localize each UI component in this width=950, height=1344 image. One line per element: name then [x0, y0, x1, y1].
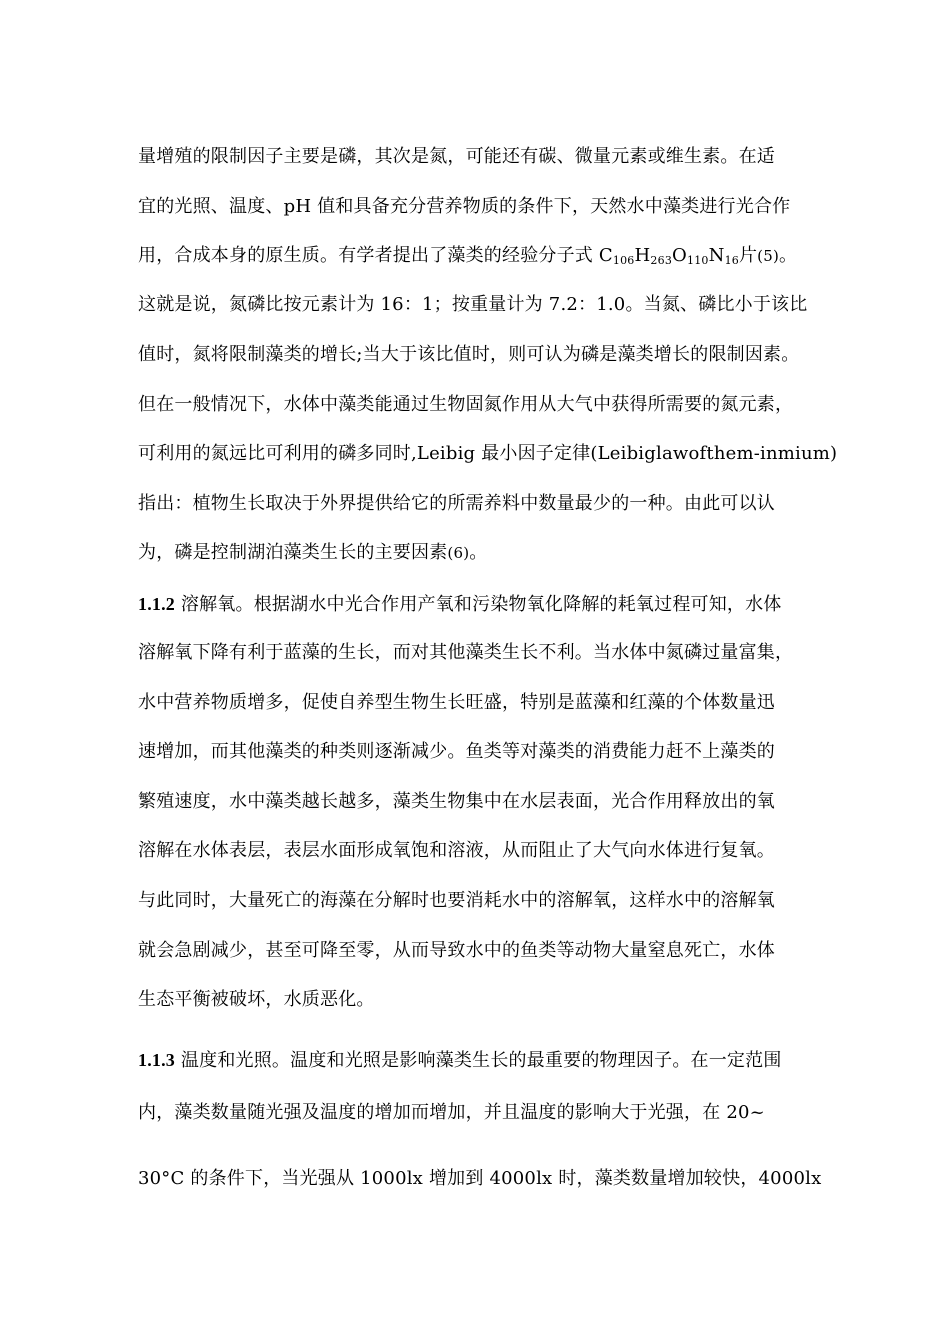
paragraph-line: 内，藻类数量随光强及温度的增加而增加，并且温度的影响大于光强，在 20~ — [138, 1102, 765, 1123]
text-run: 片 — [738, 245, 758, 266]
paragraph-line — [138, 540, 487, 566]
text-run: 为，磷是控制湖泊藻类生长的主要因素 — [138, 542, 448, 563]
paragraph-line: 值时，氮将限制藻类的增长;当大于该比值时，则可认为磷是藻类增长的限制因素。 — [138, 344, 800, 365]
section-number: 1.1.2 — [138, 594, 175, 614]
formula-element: H — [634, 245, 651, 266]
citation-ref: (6) — [447, 544, 470, 562]
formula-subscript: 16 — [724, 254, 739, 267]
formula-element: N — [708, 245, 725, 266]
paragraph-line: 可利用的氮远比可利用的磷多同时,Leibig 最小因子定律(Leibiglawofthem-inmium) — [138, 443, 838, 464]
formula-subscript: 110 — [687, 254, 709, 267]
paragraph-line: 量增殖的限制因子主要是磷，其次是氮，可能还有碳、微量元素或维生素。在适 — [138, 146, 775, 167]
paragraph-line — [138, 243, 797, 269]
paragraph-line: 30°C 的条件下，当光强从 1000lx 增加到 4000lx 时，藻类数量增加较快，4000lx — [138, 1168, 822, 1189]
paragraph-line: 但在一般情况下，水体中藻类能通过生物固氮作用从大气中获得所需要的氮元素， — [138, 394, 794, 415]
text-run: 溶解氧。根据湖水中光合作用产氧和污染物氧化降解的耗氧过程可知，水体 — [175, 594, 782, 615]
text-run: 用，合成本身的原生质。有学者提出了藻类的经验分子式 C — [138, 245, 613, 266]
section-heading-line — [138, 1047, 782, 1074]
formula-subscript: 106 — [612, 254, 635, 267]
citation-ref: (5) — [757, 247, 780, 265]
section-heading-line — [138, 591, 782, 618]
paragraph-line: 溶解氧下降有利于蓝藻的生长，而对其他藻类生长不利。当水体中氮磷过量富集， — [138, 642, 794, 663]
paragraph-line: 这就是说，氮磷比按元素计为 16：1；按重量计为 7.2：1.0。当氮、磷比小于该比 — [138, 294, 808, 315]
paragraph-line: 速增加，而其他藻类的种类则逐渐减少。鱼类等对藻类的消费能力赶不上藻类的 — [138, 741, 775, 762]
paragraph-line: 与此同时，大量死亡的海藻在分解时也要消耗水中的溶解氧，这样水中的溶解氧 — [138, 890, 775, 911]
paragraph-line: 就会急剧减少，甚至可降至零，从而导致水中的鱼类等动物大量窒息死亡，水体 — [138, 940, 775, 961]
text-run: 。 — [779, 245, 798, 266]
paragraph-line: 繁殖速度，水中藻类越长越多，藻类生物集中在水层表面，光合作用释放出的氧 — [138, 791, 775, 812]
formula-element: O — [672, 245, 687, 266]
paragraph-line: 生态平衡被破坏，水质恶化。 — [138, 989, 375, 1010]
formula-subscript: 263 — [650, 254, 673, 267]
paragraph-line: 指出：植物生长取决于外界提供给它的所需养料中数量最少的一种。由此可以认 — [138, 493, 775, 514]
paragraph-line: 水中营养物质增多，促使自养型生物生长旺盛，特别是蓝藻和红藻的个体数量迅 — [138, 692, 775, 713]
section-number: 1.1.3 — [138, 1050, 175, 1070]
paragraph-line: 溶解在水体表层，表层水面形成氧饱和溶液，从而阻止了大气向水体进行复氧。 — [138, 840, 775, 861]
paragraph-line: 宜的光照、温度、pH 值和具备充分营养物质的条件下，天然水中藻类进行光合作 — [138, 196, 791, 217]
text-run: 温度和光照。温度和光照是影响藻类生长的最重要的物理因子。在一定范围 — [175, 1050, 782, 1071]
text-run: 。 — [469, 542, 488, 563]
